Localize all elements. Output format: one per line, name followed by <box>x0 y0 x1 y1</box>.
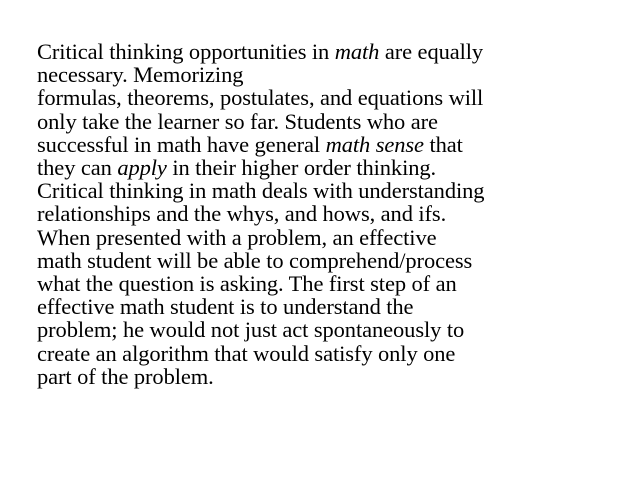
text-line <box>37 86 617 109</box>
text-line <box>37 365 617 388</box>
text-segment: are equally <box>379 39 484 64</box>
text-line <box>37 110 617 133</box>
text-line <box>37 202 617 225</box>
text-line <box>37 295 617 318</box>
text-segment: Critical thinking in math deals with understanding <box>37 178 485 204</box>
emphasized-text: apply <box>117 155 167 181</box>
text-segment: in their higher order thinking. <box>166 155 437 181</box>
text-segment: part of the problem. <box>37 363 214 389</box>
text-line <box>37 226 617 249</box>
text-line <box>37 133 617 156</box>
text-segment: relationships and the whys, and hows, and ifs. <box>37 201 447 227</box>
body-text <box>37 40 617 388</box>
text-segment: successful in math have general <box>37 131 326 157</box>
text-segment: Critical thinking opportunities in <box>37 39 335 64</box>
text-line <box>37 272 617 295</box>
text-line <box>37 249 617 272</box>
text-segment: they can <box>37 155 118 181</box>
text-segment: problem; he would not just act spontaneously to <box>37 317 465 343</box>
text-segment: only take the learner so far. Students who are <box>37 108 438 134</box>
text-line <box>37 318 617 341</box>
text-segment: create an algorithm that would satisfy only one <box>37 340 456 366</box>
text-segment: math student will be able to comprehend/process <box>37 247 473 273</box>
text-line <box>37 179 617 202</box>
text-segment: When presented with a problem, an effective <box>37 224 437 250</box>
text-segment: formulas, theorems, postulates, and equations will <box>37 85 484 111</box>
text-segment: necessary. Memorizing <box>37 62 244 88</box>
emphasized-text: math <box>334 39 380 64</box>
text-segment: that <box>423 131 463 157</box>
text-segment: effective math student is to understand the <box>37 294 414 320</box>
text-line <box>37 63 617 86</box>
text-segment: what the question is asking. The first step of an <box>37 271 457 297</box>
text-line <box>37 40 617 63</box>
text-line <box>37 342 617 365</box>
emphasized-text: math sense <box>325 131 424 157</box>
text-line <box>37 156 617 179</box>
